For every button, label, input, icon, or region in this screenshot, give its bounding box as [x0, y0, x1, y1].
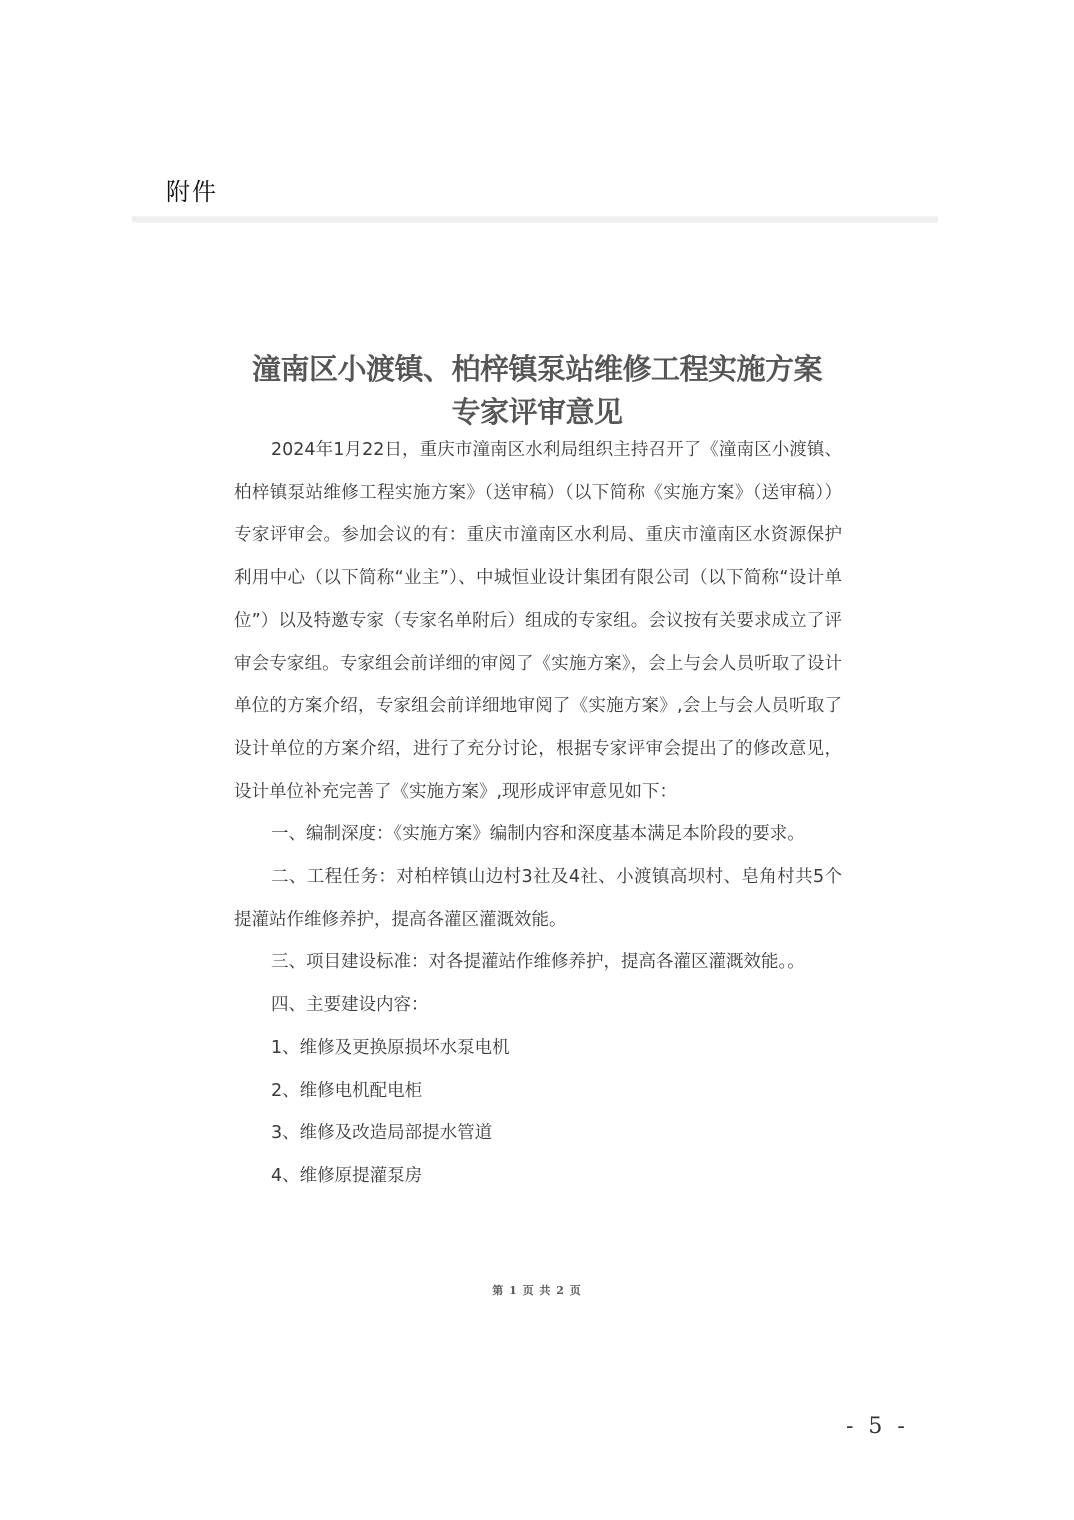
document-title: 潼南区小渡镇、柏梓镇泵站维修工程实施方案 [251, 352, 822, 386]
document-body [234, 429, 842, 1198]
list-item: 3、维修及改造局部提水管道 [271, 1123, 493, 1144]
section-compilation-depth: 一、编制深度：《实施方案》编制内容和深度基本满足本阶段的要求。 [271, 824, 805, 845]
header-divider [132, 216, 938, 223]
section-construction-standard: 三、项目建设标准：对各提灌站作维修养护，提高各灌区灌溉效能。。 [271, 952, 805, 973]
section-project-tasks: 二、工程任务：对柏梓镇山边村3社及4社、小渡镇高坝村、皂角村共5个提灌站作维修养护，提高各灌区灌溉效能。 [234, 867, 842, 930]
list-item: 2、维修电机配电柜 [271, 1080, 423, 1101]
list-item: 1、维修及更换原损坏水泵电机 [271, 1037, 510, 1058]
list-item: 4、维修原提灌泵房 [271, 1165, 423, 1186]
intro-paragraph: 2024年1月22日，重庆市潼南区水利局组织主持召开了《潼南区小渡镇、柏梓镇泵站维修工程实施方案》（送审稿）（以下简称《实施方案》（送审稿））专家评审会。参加会议的有：重庆市潼南区水利局、重庆市潼南区水资源保护利用中心（以下简称“业主”）、中城恒业设计集团有限公司（以下简称“设计单位”）以及特邀专家（专家名单附后）组成的专家组。会议按有关要求成立了评审会专家组。专家组会前详细的审阅了《实施方案》，会上与会人员听取了设计单位的方案介绍，专家组会前详细地审阅了《实施方案》,会上与会人员听取了设计单位的方案介绍，进行了充分讨论，根据专家评审会提出了的修改意见，设计单位补充完善了《实施方案》,现形成评审意见如下： [234, 440, 842, 802]
document-subtitle: 专家评审意见 [451, 395, 623, 429]
section-main-content: 四、主要建设内容： [271, 995, 429, 1016]
page-number: - 5 - [846, 1414, 909, 1439]
page-info: 第 1 页 共 2 页 [492, 1284, 582, 1297]
attachment-label: 附件 [166, 178, 218, 206]
